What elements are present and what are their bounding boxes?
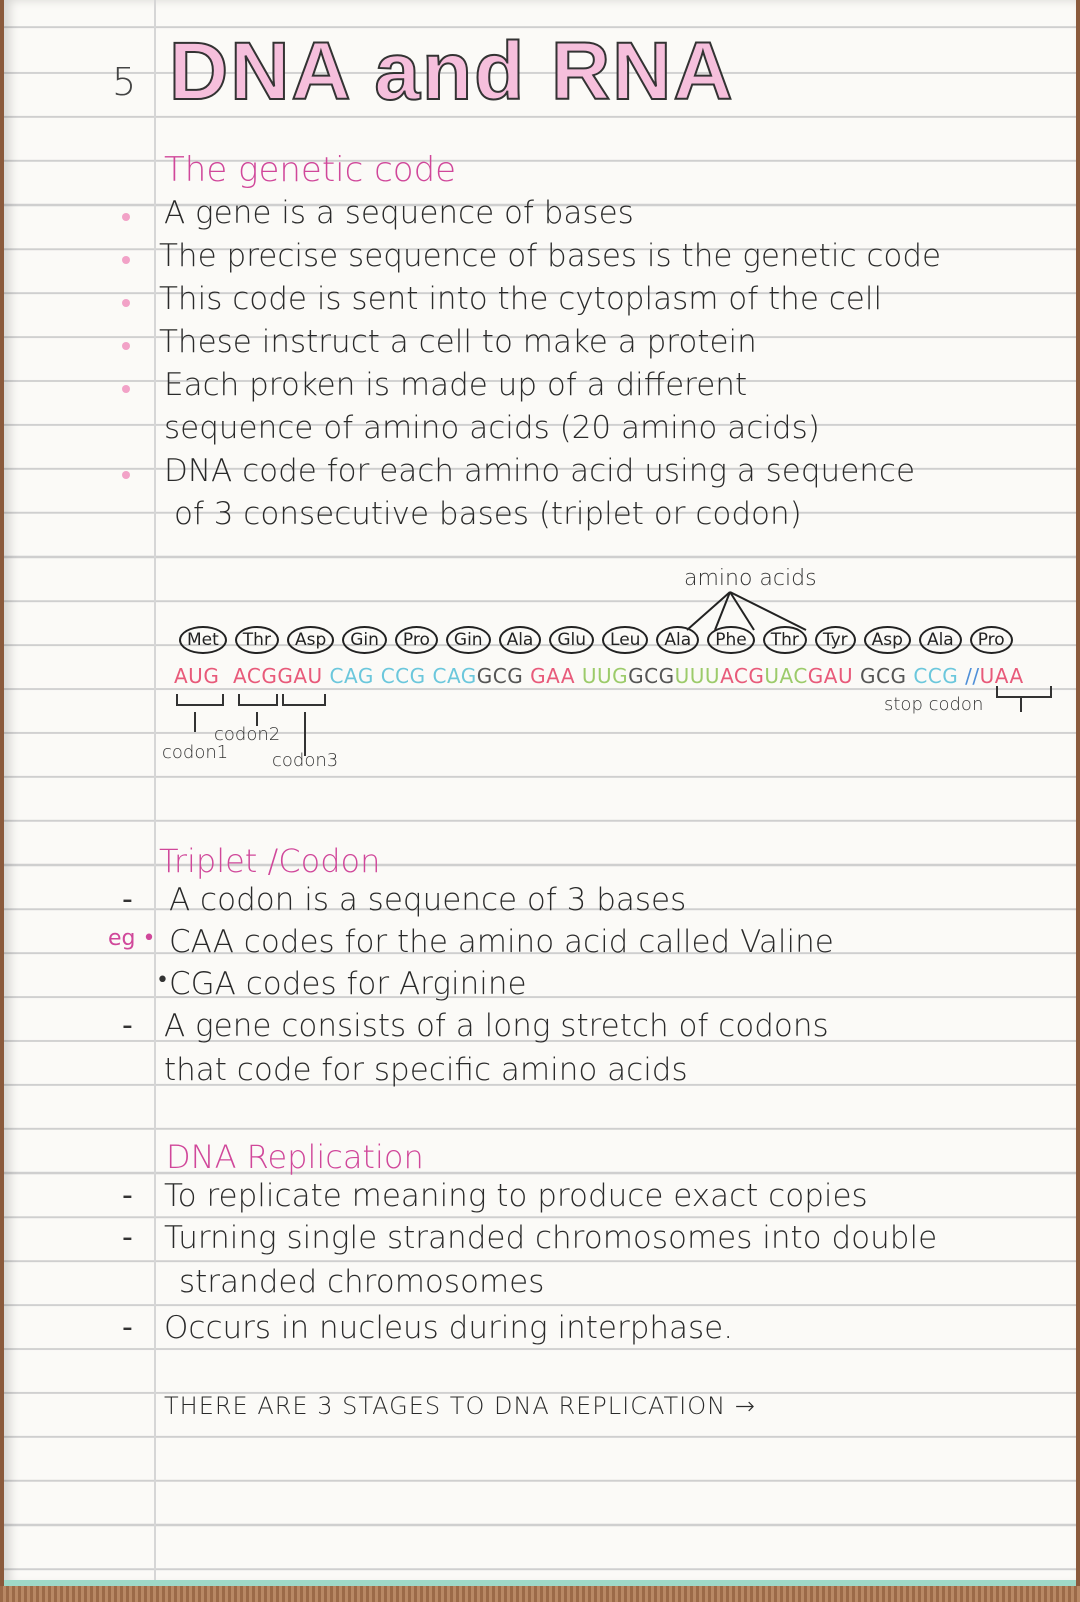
desk-surface: [0, 1586, 1080, 1602]
line-marker: -: [122, 1310, 133, 1345]
amino-acid: Thr: [763, 626, 807, 654]
mrna-sequence: [174, 664, 1024, 688]
eg-marker: eg •: [108, 926, 156, 951]
bullet-text: A gene is a sequence of bases: [164, 195, 634, 231]
stop-codon: UAA: [979, 664, 1024, 688]
replication-heading: DNA Replication: [166, 1138, 424, 1176]
triplet-line: A gene consists of a long stretch of codons: [164, 1008, 829, 1044]
amino-acid: Leu: [602, 626, 648, 654]
sequence-break-mark: //: [965, 664, 980, 688]
replication-line: Turning single stranded chromosomes into double: [164, 1220, 938, 1256]
triplet-line: A codon is a sequence of 3 bases: [169, 882, 687, 918]
stop-codon-label: stop codon: [884, 694, 984, 715]
codon: CCG: [913, 664, 959, 688]
line-marker: -: [122, 882, 133, 917]
amino-acid: Ala: [656, 626, 699, 654]
bullet-text: These instruct a cell to make a protein: [159, 324, 757, 360]
codon: ACG: [233, 664, 278, 688]
replication-line: Occurs in nucleus during interphase.: [164, 1310, 734, 1346]
codon: CCG: [380, 664, 426, 688]
codon: GAU: [277, 664, 323, 688]
replication-line-continued: stranded chromosomes: [179, 1264, 545, 1300]
amino-acid: Met: [179, 626, 227, 654]
genetic-code-heading: The genetic code: [164, 150, 457, 190]
codon2-bracket: [238, 694, 278, 706]
amino-acid: Thr: [235, 626, 279, 654]
bullet-text: Each proken is made up of a different: [164, 367, 748, 403]
codon1-pointer: [194, 712, 196, 732]
codon: GAU: [807, 664, 854, 688]
codon: ACG: [720, 664, 765, 688]
amino-acid: Ala: [919, 626, 962, 654]
triplet-line: CAA codes for the amino acid called Valine: [169, 924, 834, 960]
codon: CAG: [432, 664, 477, 688]
line-marker: -: [122, 1178, 133, 1213]
amino-acid-pointer-lines: [4, 0, 1076, 1586]
codon: UAC: [764, 664, 808, 688]
amino-acids-label: amino acids: [684, 566, 817, 591]
line-marker: -: [122, 1008, 133, 1043]
amino-acid: Gin: [446, 626, 491, 654]
amino-acid-chain: [179, 626, 1013, 666]
amino-acid: Phe: [707, 626, 755, 654]
codon: AUG: [174, 664, 220, 688]
triplet-line: CGA codes for Arginine: [169, 966, 527, 1002]
triplet-line-continued: that code for specific amino acids: [164, 1052, 688, 1088]
amino-acid: Pro: [970, 626, 1013, 654]
codon: UUG: [581, 664, 629, 688]
codon: GCG: [476, 664, 524, 688]
codon3-label: codon3: [272, 750, 339, 771]
amino-acid: Asp: [864, 626, 911, 654]
amino-acid: Gin: [342, 626, 387, 654]
codon1-label: codon1: [162, 742, 229, 763]
line-marker: •: [156, 968, 169, 993]
stop-codon-pointer: [1020, 698, 1022, 712]
notebook-page: [4, 0, 1076, 1586]
page-title: DNA and RNA: [169, 26, 735, 117]
codon1-bracket: [176, 694, 224, 706]
bullet-text-continued: of 3 consecutive bases (triplet or codon): [174, 496, 802, 532]
bullet-text-continued: sequence of amino acids (20 amino acids): [164, 410, 820, 446]
codon2-label: codon2: [214, 724, 281, 745]
stop-codon-bracket: [996, 686, 1052, 698]
amino-acid: Glu: [549, 626, 594, 654]
replication-footer-note: THERE ARE 3 STAGES TO DNA REPLICATION →: [164, 1392, 756, 1420]
amino-acid: Ala: [499, 626, 542, 654]
codon: CAG: [329, 664, 374, 688]
triplet-heading: Triplet /Codon: [159, 842, 381, 880]
codon3-bracket: [282, 694, 326, 706]
codon: UUU: [674, 664, 721, 688]
codon: GAA: [530, 664, 576, 688]
amino-acid: Asp: [287, 626, 334, 654]
replication-line: To replicate meaning to produce exact copies: [164, 1178, 868, 1214]
page-number: 5: [112, 60, 137, 104]
codon: GCG: [859, 664, 907, 688]
line-marker: -: [122, 1220, 133, 1255]
amino-acid: Pro: [395, 626, 438, 654]
codon: GCG: [628, 664, 675, 688]
bullet-text: The precise sequence of bases is the genetic code: [159, 238, 942, 274]
amino-acid: Tyr: [815, 626, 856, 654]
bullet-text: This code is sent into the cytoplasm of the cell: [159, 281, 883, 317]
bullet-text: DNA code for each amino acid using a sequence: [164, 453, 916, 489]
